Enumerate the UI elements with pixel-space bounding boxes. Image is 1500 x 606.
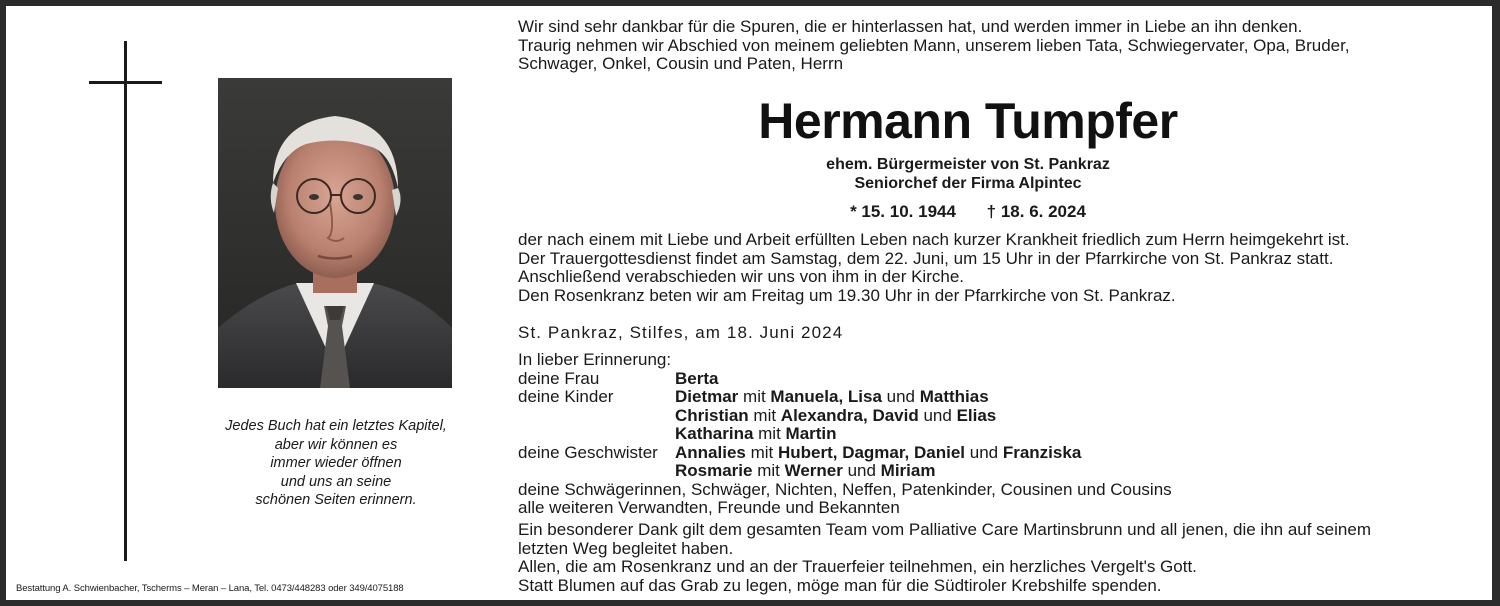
birth-date: * 15. 10. 1944 xyxy=(850,202,956,221)
quote-line: und uns an seine xyxy=(280,473,392,490)
relation-names xyxy=(675,407,996,426)
connector: mit xyxy=(738,387,771,406)
name: Annalies xyxy=(675,442,746,462)
relation-spacer xyxy=(518,407,675,426)
place-date: St. Pankraz, Stilfes, am 18. Juni 2024 xyxy=(518,323,844,342)
body-line: Anschließend verabschieden wir uns von ihm in der Kirche. xyxy=(518,267,965,286)
family-row xyxy=(518,462,1172,481)
name: Christian xyxy=(675,405,749,425)
intro-block xyxy=(518,18,1350,74)
extended-family: deine Schwägerinnen, Schwäger, Nichten, Neffen, Patenkinder, Cousinen und Cousins xyxy=(518,479,1172,499)
connector: mit xyxy=(753,424,786,443)
footer-funeral-home: Bestattung A. Schwienbacher, Tscherms – Meran – Lana, Tel. 0473/448283 oder 349/4075188 xyxy=(16,583,404,594)
connector: mit xyxy=(752,461,785,480)
name: Alexandra, David xyxy=(780,405,919,425)
memory-heading: In lieber Erinnerung: xyxy=(518,350,672,369)
connector: und xyxy=(881,387,920,406)
life-dates xyxy=(518,203,1418,222)
relation-names xyxy=(675,462,935,481)
body-block xyxy=(518,231,1350,305)
intro-line: Schwager, Onkel, Cousin und Paten, Herrn xyxy=(518,54,844,73)
name: Martin xyxy=(785,424,837,443)
cross-icon-bar xyxy=(89,81,162,84)
relation-spacer xyxy=(518,462,675,481)
thanks-line: Allen, die am Rosenkranz und an der Trauerfeier teilnehmen, ein herzliches Vergelt's Gott. xyxy=(518,557,1197,576)
thanks-block xyxy=(518,521,1371,595)
obituary-card xyxy=(6,6,1492,600)
deceased-name: Hermann Tumpfer xyxy=(758,93,1178,149)
relation-names xyxy=(675,444,1081,463)
name: Manuela, Lisa xyxy=(770,387,882,406)
family-row xyxy=(518,425,1172,444)
family-row xyxy=(518,444,1172,463)
intro-line: Wir sind sehr dankbar für die Spuren, die er hinterlassen hat, und werden immer in Liebe an ihn denken. xyxy=(518,17,1303,36)
quote-line: aber wir können es xyxy=(274,436,398,453)
connector: mit xyxy=(745,442,778,462)
quote-line: Jedes Buch hat ein letztes Kapitel, xyxy=(225,418,447,434)
name: Hubert, Dagmar, Daniel xyxy=(777,442,966,462)
cross-icon xyxy=(124,41,127,561)
quote-block xyxy=(196,417,476,510)
relation-spacer xyxy=(518,425,675,444)
connector: und xyxy=(842,461,881,480)
name: Katharina xyxy=(675,424,754,443)
name: Elias xyxy=(956,405,997,425)
connector: mit xyxy=(748,405,781,425)
title-line: ehem. Bürgermeister von St. Pankraz xyxy=(826,156,1110,173)
family-row xyxy=(518,370,1172,389)
body-line: der nach einem mit Liebe und Arbeit erfüllten Leben nach kurzer Krankheit friedlich zum Herrn heimgekehrt ist. xyxy=(518,230,1350,249)
relation-names xyxy=(675,370,718,389)
relation-names xyxy=(675,388,989,407)
intro-line: Traurig nehmen wir Abschied von meinem geliebten Mann, unserem lieben Tata, Schwiegervater, Opa, Bruder, xyxy=(518,35,1350,55)
quote-line: immer wieder öffnen xyxy=(270,455,402,471)
quote-line: schönen Seiten erinnern. xyxy=(255,492,417,508)
name: Matthias xyxy=(919,387,989,406)
name: Miriam xyxy=(880,461,936,480)
family-block xyxy=(518,351,1172,518)
connector: und xyxy=(965,442,1003,462)
thanks-line: Statt Blumen auf das Grab zu legen, möge man für die Südtiroler Krebshilfe spenden. xyxy=(518,575,1162,595)
relation-names xyxy=(675,425,837,444)
family-row xyxy=(518,388,1172,407)
name: Berta xyxy=(675,368,719,388)
body-line: Den Rosenkranz beten wir am Freitag um 19.30 Uhr in der Pfarrkirche von St. Pankraz. xyxy=(518,285,1176,305)
family-row xyxy=(518,407,1172,426)
connector: und xyxy=(918,405,957,425)
title-line: Seniorchef der Firma Alpintec xyxy=(854,175,1082,192)
body-line: Der Trauergottesdienst findet am Samstag, dem 22. Juni, um 15 Uhr in der Pfarrkirche von St. Pankraz statt. xyxy=(518,248,1334,268)
extended-family: alle weiteren Verwandten, Freunde und Bekannten xyxy=(518,498,900,517)
name: Rosmarie xyxy=(675,461,753,480)
death-date: † 18. 6. 2024 xyxy=(986,202,1086,221)
thanks-line: Ein besonderer Dank gilt dem gesamten Team vom Palliative Care Martinsbrunn und all jenen, die ihn auf seinem xyxy=(518,520,1371,539)
relation-label: deine Geschwister xyxy=(518,442,658,462)
relation-label: deine Kinder xyxy=(518,387,614,406)
thanks-line: letzten Weg begleitet haben. xyxy=(518,538,734,558)
relation-label: deine Frau xyxy=(518,368,600,388)
portrait-photo xyxy=(218,78,452,388)
name: Franziska xyxy=(1002,442,1082,462)
name: Dietmar xyxy=(675,387,739,406)
name: Werner xyxy=(784,461,843,480)
